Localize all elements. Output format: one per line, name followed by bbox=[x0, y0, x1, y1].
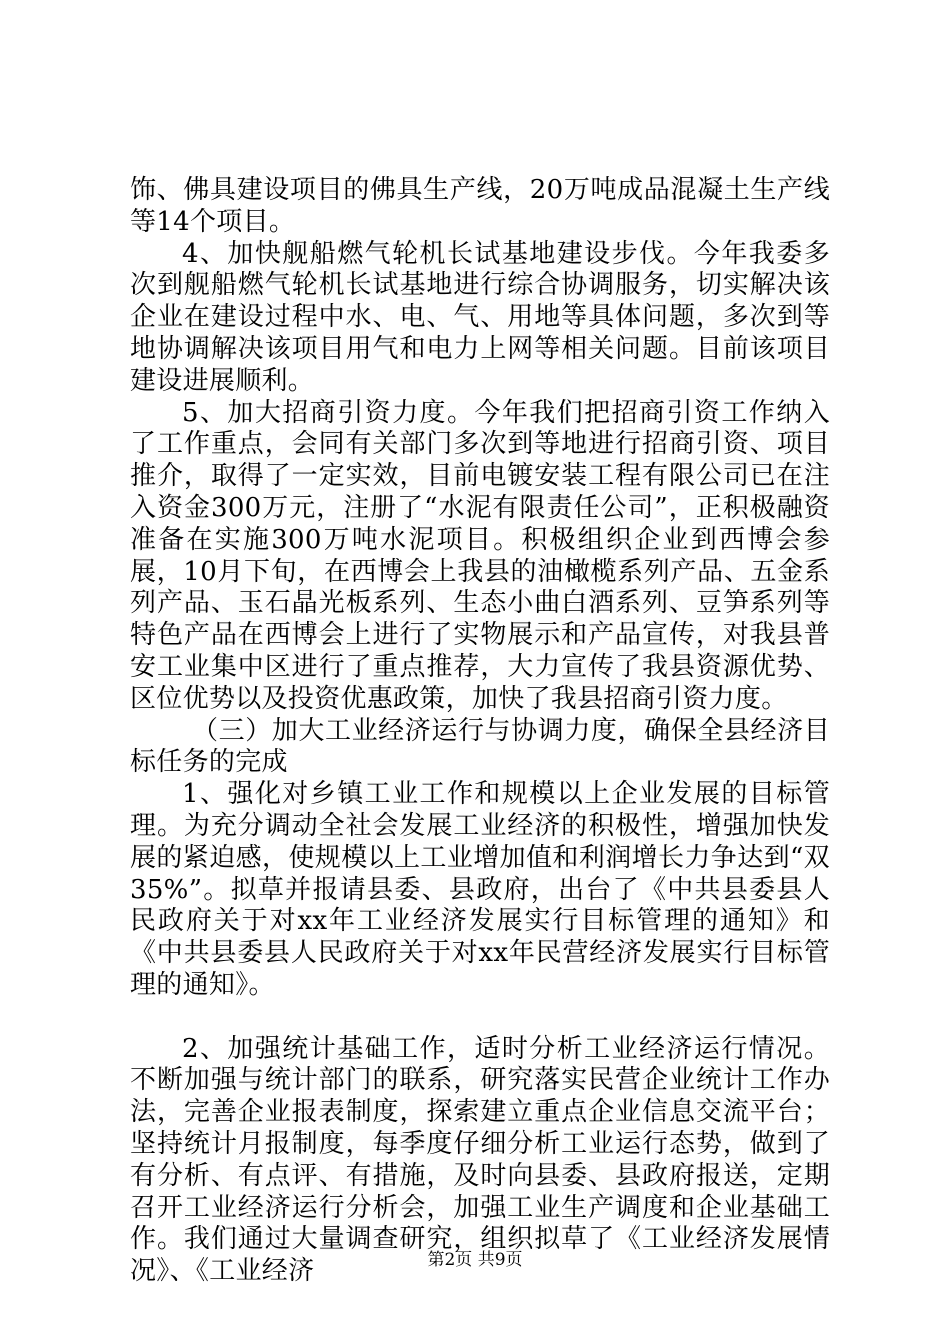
page-footer: 第2页 共9页 bbox=[427, 1250, 523, 1270]
paragraph-continuation: 饰、佛具建设项目的佛具生产线，20万吨成品混凝土生产线等14个项目。 bbox=[130, 175, 830, 237]
paragraph-item-1: 1、强化对乡镇工业工作和规模以上企业发展的目标管理。为充分调动全社会发展工业经济的积极性，增强加快发展的紧迫感，使规模以上工业增加值和利润增长力争达到“双35%”。拟草并报请县委、县政府，出台了《中共县委县人民政府关于对xx年工业经济发展实行目标管理的通知》和《中共县委县人民政府关于对xx年民营经济发展实行目标管理的通知》。 bbox=[130, 779, 830, 1000]
paragraph-item-5: 5、加大招商引资力度。今年我们把招商引资工作纳入了工作重点，会同有关部门多次到等地进行招商引资、项目推介，取得了一定实效，目前电镀安装工程有限公司已在注入资金300万元，注册了“水泥有限责任公司”，正积极融资准备在实施300万吨水泥项目。积极组织企业到西博会参展，10月下旬，在西博会上我县的油橄榄系列产品、五金系列产品、玉石晶光板系列、生态小曲白酒系列、豆笋系列等特色产品在西博会上进行了实物展示和产品宣传，对我县普安工业集中区进行了重点推荐，大力宣传了我县资源优势、区位优势以及投资优惠政策，加快了我县招商引资力度。 bbox=[130, 397, 830, 714]
paragraph-item-4: 4、加快舰船燃气轮机长试基地建设步伐。今年我委多次到舰船燃气轮机长试基地进行综合协调服务，切实解决该企业在建设过程中水、电、气、用地等具体问题，多次到等地协调解决该项目用气和电力上网等相关问题。目前该项目建设进展顺利。 bbox=[130, 238, 830, 396]
document-body bbox=[130, 175, 830, 1288]
paragraph-item-2: 2、加强统计基础工作，适时分析工业经济运行情况。不断加强与统计部门的联系，研究落实民营企业统计工作办法，完善企业报表制度，探索建立重点企业信息交流平台；坚持统计月报制度，每季度仔细分析工业运行态势，做到了有分析、有点评、有措施，及时向县委、县政府报送，定期召开工业经济运行分析会，加强工业生产调度和企业基础工作。我们通过大量调查研究，组织拟草了《工业经济发展情况》、《工业经济 bbox=[130, 1033, 830, 1287]
section-heading-3: （三）加大工业经济运行与协调力度，确保全县经济目标任务的完成 bbox=[130, 715, 830, 778]
blank-line bbox=[130, 1002, 830, 1034]
